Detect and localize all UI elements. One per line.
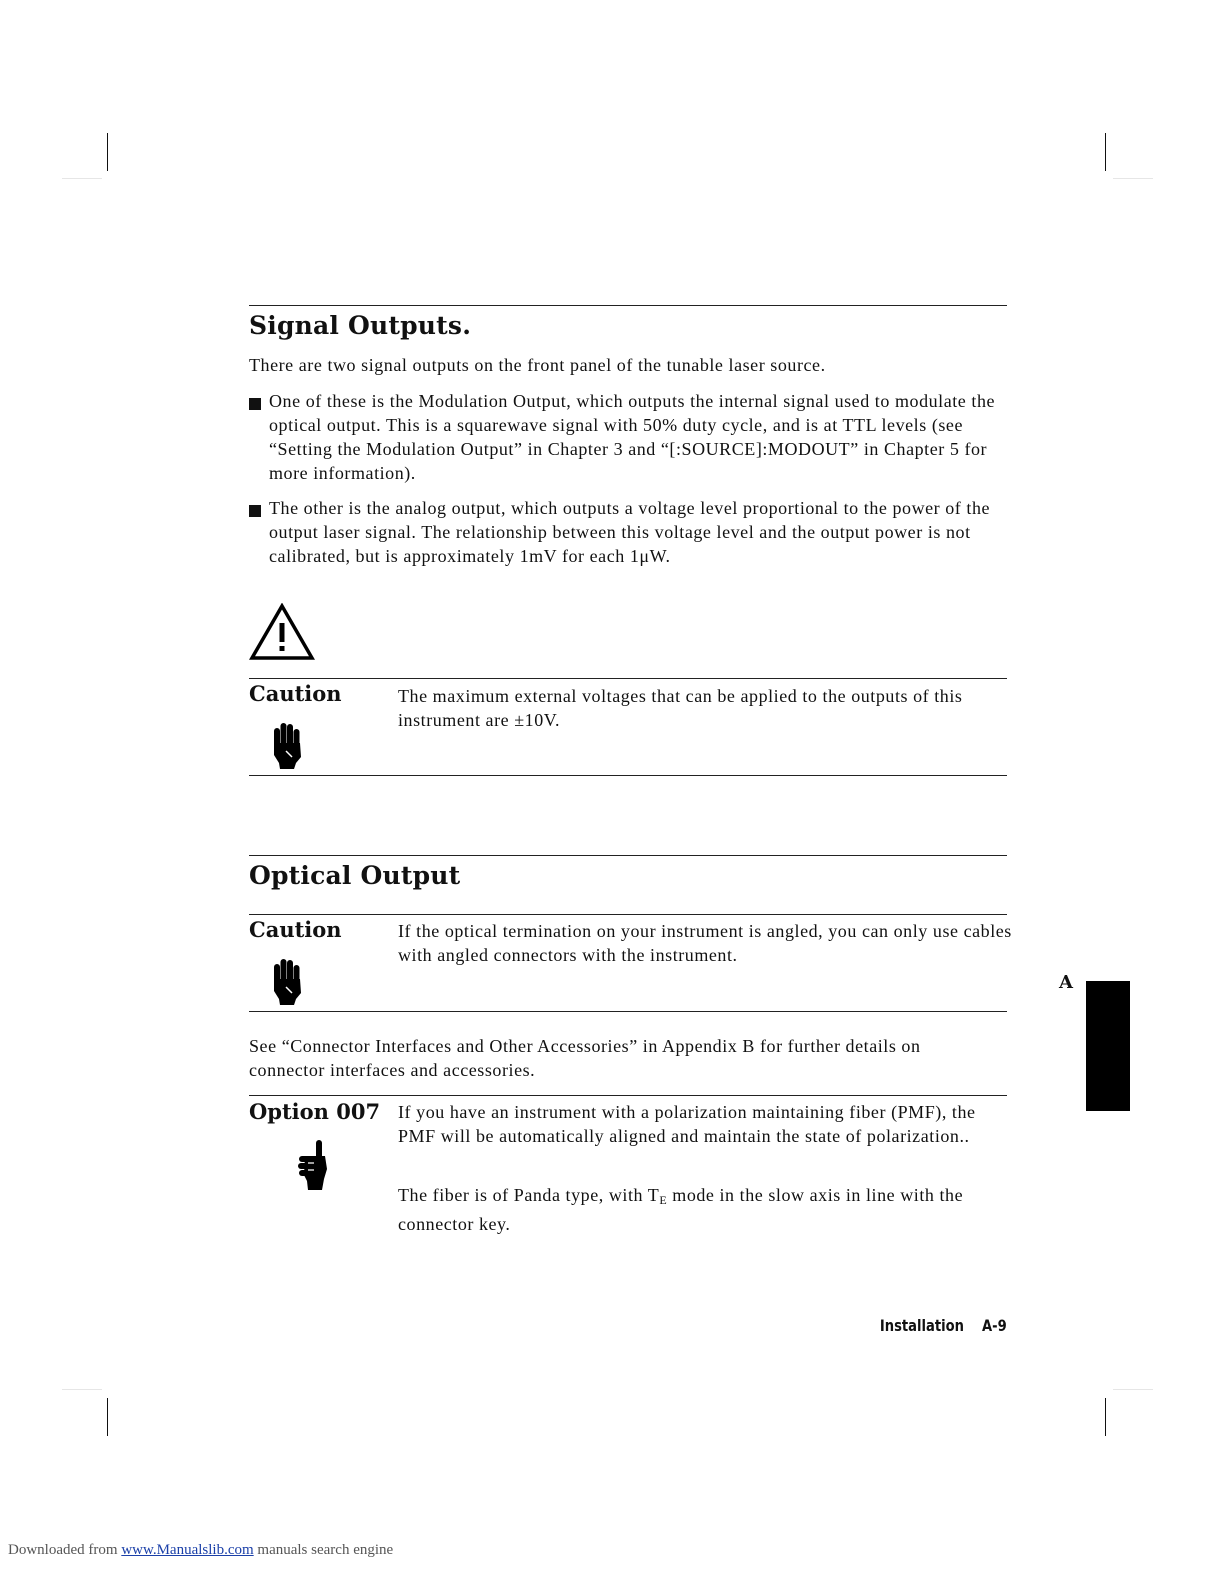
manualslib-link[interactable]: www.Manualslib.com — [121, 1542, 254, 1558]
caution-rule — [249, 775, 1007, 776]
caution-rule — [249, 678, 1007, 679]
crop-mark — [1113, 178, 1153, 179]
option-rule — [249, 1095, 1007, 1096]
te-subscript: E — [659, 1193, 668, 1207]
caution-voltage-text: The maximum external voltages that can be applied to the outputs of this instrument are ±10V. — [398, 686, 963, 730]
option-007-pmf-text: If you have an instrument with a polarization maintaining fiber (PMF), the PMF will be automatically aligned and maintain the state of polarization.. — [398, 1102, 976, 1146]
panda-text-end: mode in the slow axis in line with the connector key. — [398, 1185, 964, 1234]
optical-output-heading: Optical Output — [249, 861, 461, 890]
section-rule — [249, 855, 1007, 856]
option-007-label: Option 007 — [249, 1099, 381, 1124]
bullet-marker — [249, 398, 261, 410]
footer-page-number: A-9 — [982, 1316, 1007, 1335]
caution-rule — [249, 1011, 1007, 1012]
crop-mark — [107, 1398, 108, 1436]
signal-outputs-intro: There are two signal outputs on the front panel of the tunable laser source. — [249, 355, 826, 375]
crop-mark — [1105, 133, 1106, 171]
panda-text-start: The fiber is of Panda type, with T — [398, 1185, 660, 1205]
caution-hand-icon — [270, 957, 304, 1005]
warning-triangle-icon — [249, 603, 315, 661]
pointing-hand-icon — [296, 1139, 330, 1191]
footer-section: Installation — [880, 1316, 965, 1335]
appendix-tab-letter: A — [1059, 972, 1073, 993]
download-prefix: Downloaded from — [8, 1542, 122, 1558]
crop-mark — [107, 133, 108, 171]
page-footer — [880, 1316, 1007, 1335]
caution-hand-icon — [270, 721, 304, 769]
caution-label: Caution — [249, 917, 342, 942]
caution-angled-connector-text: If the optical termination on your instrument is angled, you can only use cables with angled connectors with the instrument. — [398, 921, 1012, 965]
appendix-tab-marker — [1086, 981, 1130, 1111]
download-attribution — [8, 1542, 393, 1559]
bullet-modulation-output: One of these is the Modulation Output, which outputs the internal signal used to modulate the optical output. This is a squarewave signal with 50% duty cycle, and is at TTL levels (see “Setting the Modulation Output” in Chapter 3 and “[:SOURCE]:MODOUT” in Chapter 5 for more information). — [269, 391, 996, 483]
crop-mark — [1113, 1389, 1153, 1390]
section-rule — [249, 305, 1007, 306]
crop-mark — [1105, 1398, 1106, 1436]
bullet-analog-output: The other is the analog output, which outputs a voltage level proportional to the power of the output laser signal. The relationship between this voltage level and the output power is not calibrated, but is approximately 1mV for each 1μW. — [269, 498, 991, 566]
caution-rule — [249, 914, 1007, 915]
download-suffix: manuals search engine — [253, 1542, 394, 1558]
bullet-marker — [249, 505, 261, 517]
signal-outputs-heading: Signal Outputs. — [249, 311, 472, 340]
caution-label: Caution — [249, 681, 342, 706]
option-007-panda-text — [398, 1183, 1013, 1236]
crop-mark — [62, 1389, 102, 1390]
connector-interfaces-text: See “Connector Interfaces and Other Accessories” in Appendix B for further details on connector interfaces and accessories. — [249, 1036, 921, 1080]
crop-mark — [62, 178, 102, 179]
